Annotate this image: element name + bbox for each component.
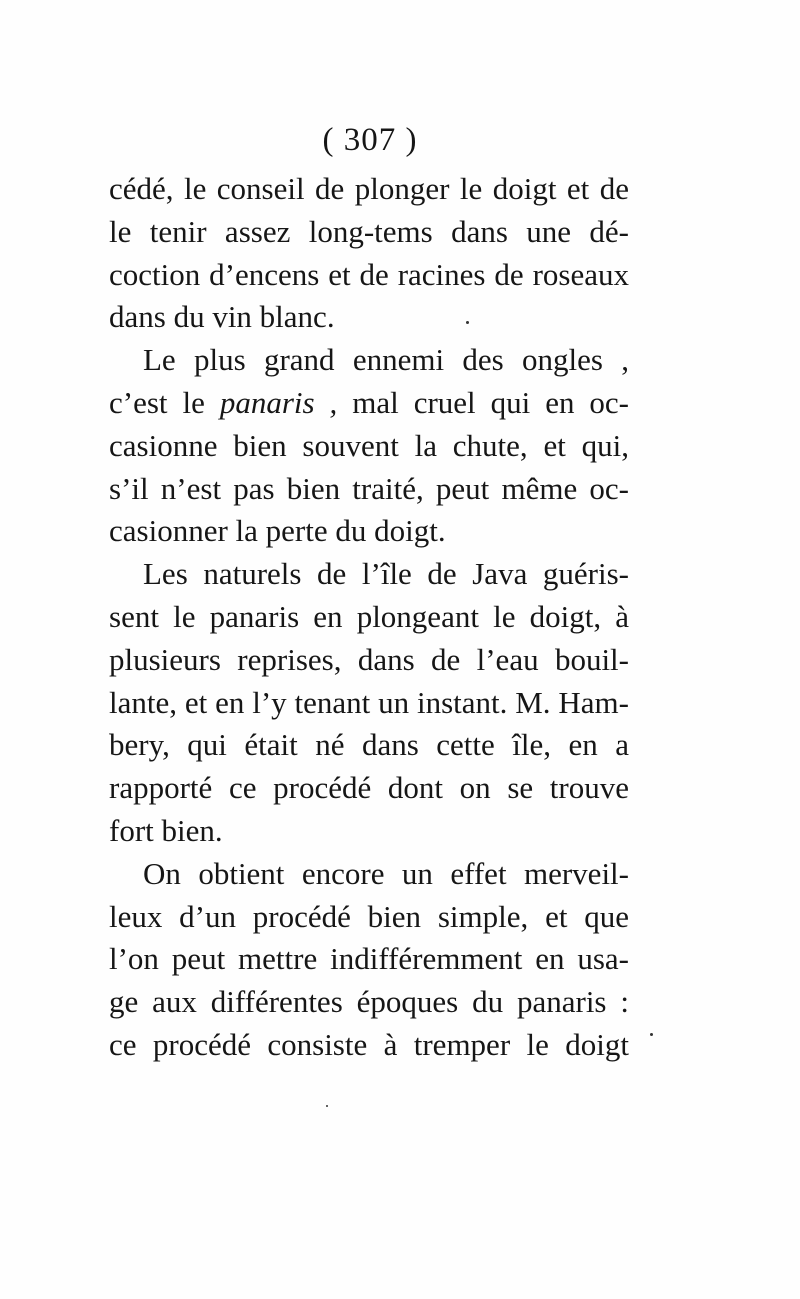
text-line: ge aux différentes époques du panaris : xyxy=(109,984,629,1020)
paragraph-3 xyxy=(109,553,629,853)
text-line: cédé, le conseil de plonger le doigt et de xyxy=(109,171,629,206)
italic-term: panaris , xyxy=(219,384,338,420)
text-span: mal cruel qui en oc- xyxy=(337,384,630,420)
text-line: l’on peut mettre indifféremment en usa- xyxy=(109,941,629,977)
text-line: plusieurs reprises, dans de l’eau bouil- xyxy=(109,641,629,677)
text-line: le tenir assez long-tems dans une dé- xyxy=(109,213,629,249)
text-line: Les naturels de l’île de Java guéris- xyxy=(143,556,629,592)
text-line: Le plus grand ennemi des ongles , xyxy=(143,342,629,378)
page-number: ( 307 ) xyxy=(322,122,418,158)
text-line: s’il n’est pas bien traité, peut même oc- xyxy=(109,470,629,506)
paragraph-1 xyxy=(109,168,629,339)
text-line: coction d’encens et de racines de roseaux xyxy=(109,256,629,292)
text-line: ce procédé consiste à tremper le doigt xyxy=(109,1026,629,1062)
text-line: lante, et en l’y tenant un instant. M. Ham- xyxy=(109,684,629,720)
text-line: dans du vin blanc. xyxy=(109,299,335,335)
text-line: casionner la perte du doigt. xyxy=(109,513,446,549)
scan-speck xyxy=(326,1105,328,1107)
text-line: casionne bien souvent la chute, et qui, xyxy=(109,427,629,463)
text-line: rapporté ce procédé dont on se trouve xyxy=(109,770,629,806)
scan-speck xyxy=(466,321,469,324)
text-line: sent le panaris en plongeant le doigt, à xyxy=(109,598,629,634)
text-line: leux d’un procédé bien simple, et que xyxy=(109,898,629,934)
text-line xyxy=(109,382,629,425)
scan-speck xyxy=(650,1033,653,1036)
paragraph-2 xyxy=(109,339,629,553)
paragraph-4 xyxy=(109,853,629,1067)
text-line: fort bien. xyxy=(109,812,223,848)
text-line: bery, qui était né dans cette île, en a xyxy=(109,727,629,763)
body-text xyxy=(109,168,629,1067)
text-span: c’est le xyxy=(109,384,220,420)
text-line: On obtient encore un effet merveil- xyxy=(143,855,629,891)
